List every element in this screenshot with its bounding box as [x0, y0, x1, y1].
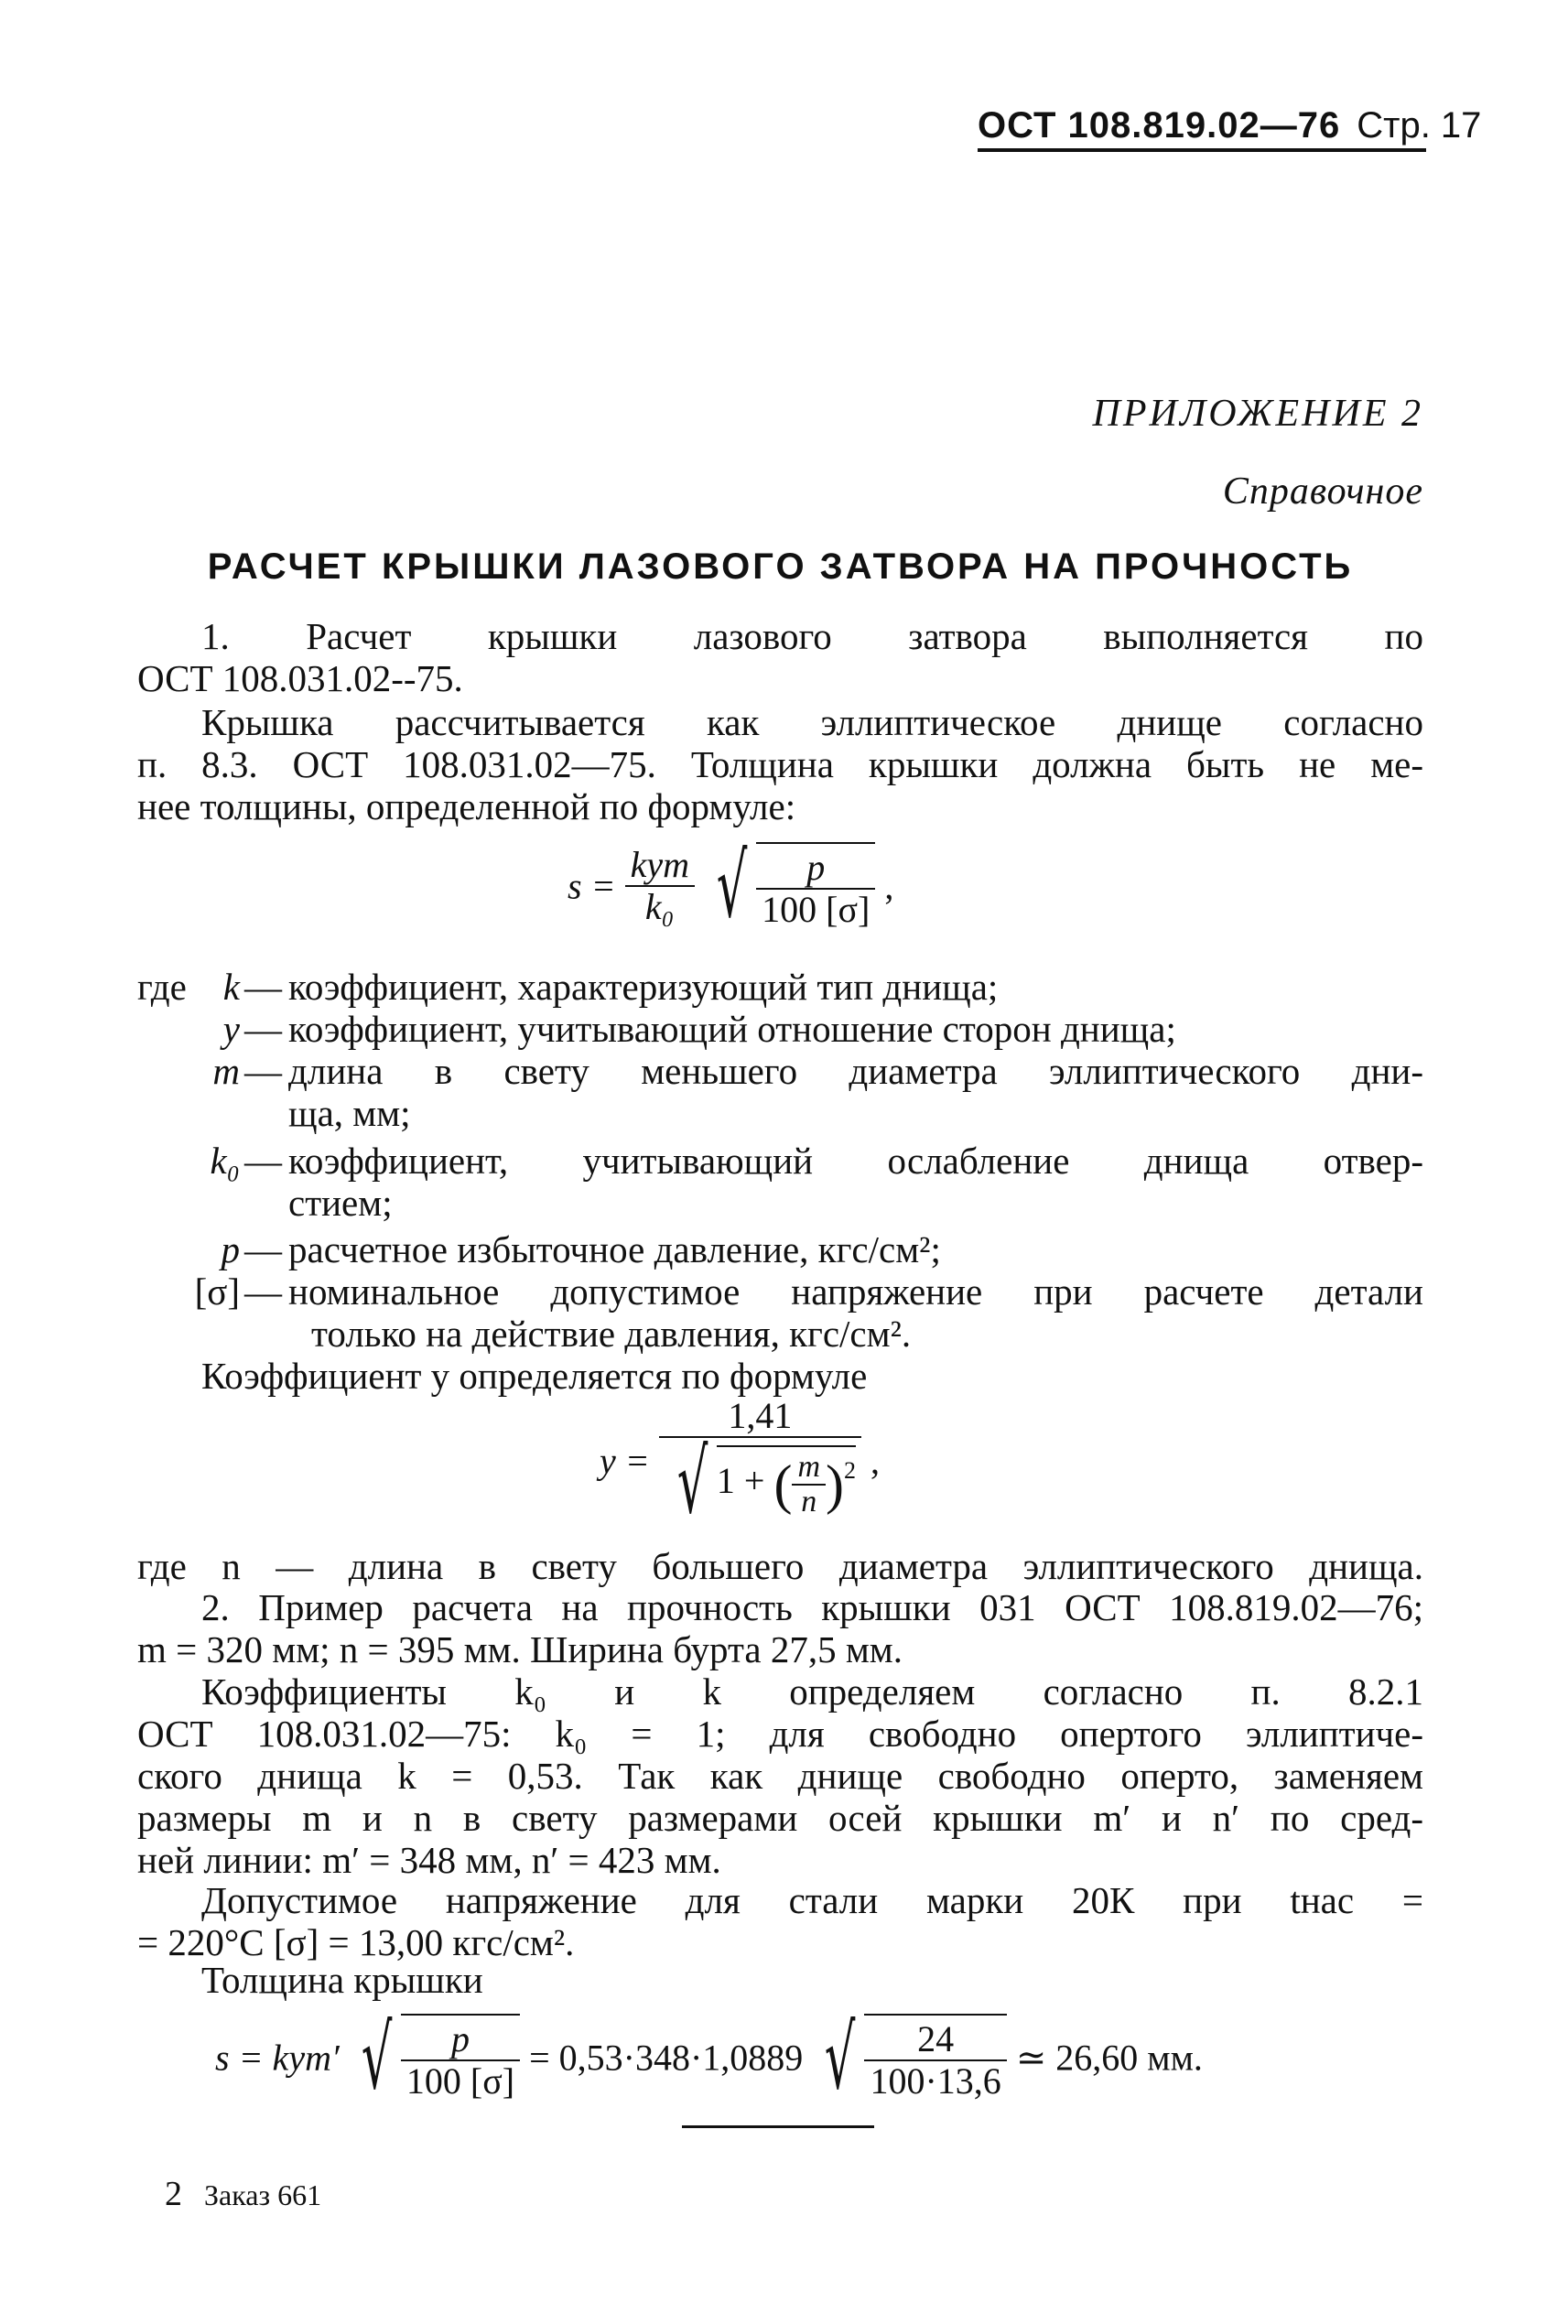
appendix-type: Справочное [1222, 470, 1423, 513]
paragraph-4: где n — длина в свету большего диаметра эллиптического днища. [137, 1545, 1423, 1587]
formula-result-value: ≃ 26,60 мм. [1015, 2037, 1203, 2079]
variable-legend [137, 966, 1423, 1355]
close-paren: ) [826, 1454, 845, 1515]
radicand-fraction [864, 2019, 1006, 2102]
paragraph-line: п. 8.3. ОСТ 108.031.02—75. Толщина крышки должна быть не ме- [137, 743, 1423, 785]
formula-fraction [625, 845, 695, 927]
radicand-denominator: 100·13,6 [870, 2060, 1001, 2102]
legend-symbol: p [221, 1228, 240, 1270]
page-number: Стр. 17 [1357, 105, 1482, 146]
radical-sign: √ [676, 1431, 708, 1533]
legend-continuation: ща, мм; [288, 1092, 411, 1134]
doc-code: ОСТ 108.819.02—76 [978, 105, 1341, 146]
paragraph-6 [137, 1670, 1423, 1881]
paragraph-line: 1. Расчет крышки лазового затвора выполняется по [201, 615, 1423, 657]
print-order: Заказ 661 [204, 2178, 322, 2211]
fraction-numerator: 1,41 [659, 1396, 861, 1438]
radical [665, 1431, 857, 1533]
radical [349, 2006, 520, 2109]
radical-sign: √ [825, 2006, 856, 2109]
sheet-number: 2 [165, 2175, 182, 2213]
radicand-denominator: 100 [σ] [762, 889, 871, 930]
appendix-label: ПРИЛОЖЕНИЕ 2 [1092, 393, 1423, 435]
legend-symbol: k₀ [210, 1140, 240, 1182]
legend-intro: где [137, 966, 187, 1008]
paragraph-2 [137, 701, 1423, 827]
formula-middle: = 0,53·348·1,0889 [529, 2037, 804, 2079]
radical-sign: √ [716, 835, 748, 937]
formula-y [600, 1395, 881, 1533]
radical [704, 835, 875, 937]
footer-separator [682, 2125, 874, 2128]
paragraph-line: ОСТ 108.031.02—75: k₀ = 1; для свободно опертого эллиптиче- [137, 1713, 1423, 1755]
legend-dash: — [244, 966, 282, 1008]
page-header [978, 101, 1482, 147]
paragraph-line: Допустимое напряжение для стали марки 20К при tнас = [201, 1879, 1423, 1921]
inner-denominator: n [801, 1485, 817, 1519]
formula-lhs: s = [568, 865, 616, 907]
page-footer [165, 2174, 321, 2214]
radicand [864, 2014, 1006, 2102]
header-rule [978, 148, 1426, 152]
legend-text: коэффициент, учитывающий ослабление днища отвер- [288, 1140, 1423, 1182]
radicand-numerator: p [756, 848, 875, 890]
legend-symbol: k [222, 966, 240, 1008]
formula-lhs: s = kym′ [215, 2037, 340, 2079]
paragraph-3: Коэффициент y определяется по формуле [201, 1355, 868, 1397]
section-title: РАСЧЕТ КРЫШКИ ЛАЗОВОГО ЗАТВОРА НА ПРОЧНОСТЬ [207, 546, 1354, 587]
legend-symbol: [σ] [194, 1270, 240, 1313]
formula-tail: , [884, 865, 894, 907]
formula-result [215, 2006, 1203, 2109]
paragraph-line: размеры m и n в свету размерами осей крышки m′ и n′ по сред- [137, 1797, 1423, 1839]
paragraph-line: = 220°C [σ] = 13,00 кгс/см². [137, 1921, 575, 1963]
radicand [717, 1445, 856, 1519]
paragraph-line: ОСТ 108.031.02--75. [137, 657, 463, 699]
radicand-fraction [401, 2019, 520, 2102]
paragraph-line: ского днища k = 0,53. Так как днище свободно оперто, заменяем [137, 1755, 1423, 1797]
radicand-fraction [756, 848, 875, 930]
paragraph-line: 2. Пример расчета на прочность крышки 031 ОСТ 108.819.02—76; [201, 1586, 1423, 1628]
radicand-term: 1 + [716, 1460, 765, 1502]
fraction-numerator: kym [625, 845, 695, 887]
radicand [756, 842, 875, 930]
legend-text: расчетное избыточное давление, кгс/см²; [288, 1228, 941, 1270]
legend-text: длина в свету меньшего диаметра эллиптического дни- [288, 1050, 1423, 1092]
formula-thickness [568, 835, 894, 937]
legend-dash: — [244, 1270, 282, 1313]
radicand-denominator: 100 [σ] [406, 2060, 515, 2102]
fraction-denominator [659, 1431, 861, 1533]
radicand [401, 2014, 520, 2102]
legend-text: номинальное допустимое напряжение при расчете детали [288, 1270, 1423, 1313]
paragraph-7 [137, 1879, 1423, 1963]
legend-text: коэффициент, характеризующий тип днища; [288, 966, 999, 1008]
legend-dash: — [244, 1008, 282, 1050]
legend-symbol: y [222, 1008, 240, 1050]
legend-dash: — [244, 1050, 282, 1092]
paragraph-line: Коэффициенты k₀ и k определяем согласно п. 8.2.1 [201, 1670, 1423, 1713]
legend-dash: — [244, 1140, 282, 1182]
formula-tail: , [871, 1440, 881, 1482]
paragraph-1 [137, 615, 1423, 699]
legend-text: коэффициент, учитывающий отношение сторон днища; [288, 1008, 1176, 1050]
formula-lhs: y = [600, 1440, 650, 1482]
radicand-numerator: 24 [864, 2019, 1006, 2061]
paragraph-line: ней линии: m′ = 348 мм, n′ = 423 мм. [137, 1839, 721, 1881]
radical-sign: √ [361, 2006, 393, 2109]
radicand-numerator: p [401, 2019, 520, 2061]
paragraph-line: нее толщины, определенной по формуле: [137, 785, 796, 827]
formula-fraction [659, 1395, 861, 1533]
paragraph-5 [137, 1586, 1423, 1670]
legend-symbol: m [212, 1050, 240, 1092]
paragraph-line: Крышка рассчитывается как эллиптическое днище согласно [201, 701, 1423, 743]
paragraph-8: Толщина крышки [201, 1959, 483, 2001]
legend-continuation: стием; [288, 1182, 393, 1224]
legend-dash: — [244, 1228, 282, 1270]
open-paren: ( [773, 1454, 793, 1515]
inner-fraction [792, 1451, 826, 1519]
radical [812, 2006, 1007, 2109]
paragraph-line: m = 320 мм; n = 395 мм. Ширина бурта 27,5 мм. [137, 1628, 903, 1670]
fraction-denominator: k₀ [644, 886, 675, 927]
inner-numerator: m [792, 1451, 826, 1486]
legend-continuation: только на действие давления, кгс/см². [311, 1313, 912, 1355]
exponent: 2 [844, 1457, 857, 1485]
